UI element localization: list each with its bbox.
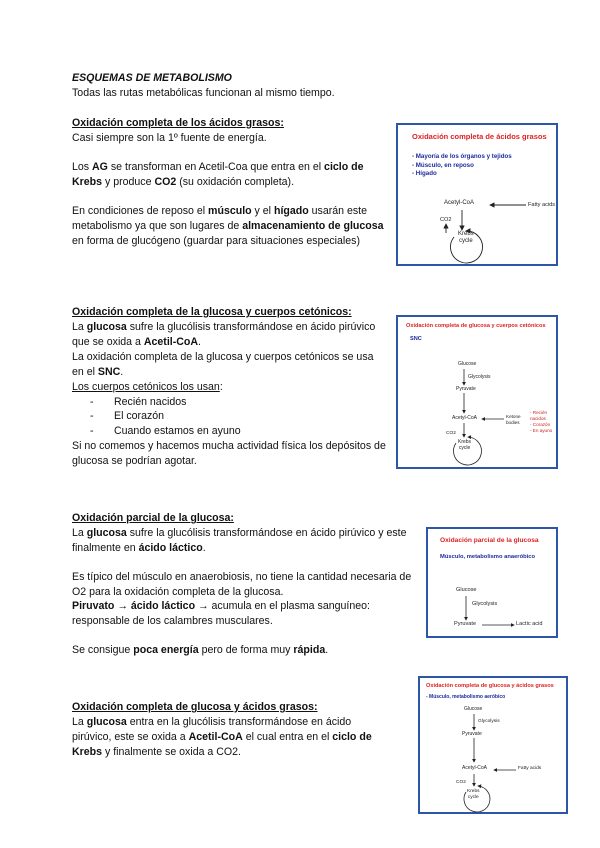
figure1-bullets: - Mayoría de los órganos y tejidos - Músculo, en reposo - Hígado xyxy=(412,153,512,178)
figure4-glucose: Glucose xyxy=(464,706,483,712)
figure1-co2: CO2 xyxy=(440,217,452,223)
figure2-title: Oxidación completa de glucosa y cuerpos cetónicos xyxy=(406,323,546,329)
figure3-glucose: Glucose xyxy=(456,587,477,593)
figure2-glucose: Glucose xyxy=(458,361,477,367)
figure2-glycolysis: Glycolysis xyxy=(468,374,491,380)
figure4-co2: CO2 xyxy=(456,780,466,785)
figure3-title: Oxidación parcial de la glucosa xyxy=(440,537,539,544)
figure3-subtitle: Músculo, metabolismo anaeróbico xyxy=(440,554,536,560)
section2-p2: La oxidación completa de la glucosa y cuerpos cetónicos se usa en el SNC. xyxy=(72,351,374,379)
figure-glucose-ketone-oxidation xyxy=(396,315,558,469)
section3-p4: Se consigue poca energía pero de forma muy rápida. xyxy=(72,644,329,656)
figure3-lactic: Lactic acid xyxy=(516,621,543,627)
list-item: - Cuando estamos en ayuno xyxy=(90,424,241,438)
section3-heading: Oxidación parcial de la glucosa: xyxy=(72,512,234,524)
figure2-pyruvate: Pyruvate xyxy=(456,386,476,392)
figure2-krebs: Krebs cycle xyxy=(458,439,472,451)
figure3-glycolysis: Glycolysis xyxy=(472,601,498,607)
section4-p1: La glucosa entra en la glucólisis transformándose en ácido pirúvico, este se oxida a Acetil-CoA el cual entra en el ciclo de Krebs y finalmente se oxida a CO2. xyxy=(72,716,372,759)
figure1-fatty: Fatty acids xyxy=(528,202,556,208)
figure1-acetyl: Acetyl-CoA xyxy=(444,200,475,206)
section2-heading: Oxidación completa de la glucosa y cuerpos cetónicos: xyxy=(72,306,352,318)
section3-p2: Es típico del músculo en anaerobiosis, no tiene la cantidad necesaria de O2 para la oxidación completa de la glucosa. xyxy=(72,571,412,599)
section1-p3: En condiciones de reposo el músculo y el hígado usarán este metabolismo ya que son lugares de almacenamiento de glucosa en forma de glucógeno (guardar para situaciones especiales) xyxy=(72,205,384,248)
figure2-ketone: Ketone bodies xyxy=(506,414,521,425)
figure4-krebs: Krebs cycle xyxy=(467,789,480,800)
figure4-glycolysis: Glycolysis xyxy=(478,719,500,724)
section1-p1: Casi siempre son la 1º fuente de energía. xyxy=(72,132,267,144)
section1-heading: Oxidación completa de los ácidos grasos: xyxy=(72,117,284,129)
figure2-acetyl: Acetyl-CoA xyxy=(452,415,478,421)
figure2-diagram xyxy=(398,317,560,471)
figure4-title: Oxidación completa de glucosa y ácidos grasos xyxy=(426,683,554,689)
list-item: - El corazón xyxy=(90,409,241,423)
figure2-ketone-users: - Recién nacidos - Corazón - En ayuno xyxy=(530,410,553,433)
section1-p2: Los AG se transforman en Acetil-Coa que entra en el ciclo de Krebs y produce CO2 (su oxidación completa). xyxy=(72,161,364,189)
figure4-subtitle: - Músculo, metabolismo aeróbico xyxy=(426,694,506,700)
figure2-co2: CO2 xyxy=(446,431,456,436)
figure3-pyruvate: Pyruvate xyxy=(454,621,477,627)
figure1-krebs: Krebs cycle xyxy=(458,231,474,244)
figure-fatty-acid-oxidation xyxy=(396,123,558,266)
section3-p1: La glucosa sufre la glucólisis transformándose en ácido pirúvico y este finalmente en ácido láctico. xyxy=(72,527,407,555)
figure4-diagram xyxy=(420,678,570,816)
page-subtitle: Todas las rutas metabólicas funcionan al mismo tiempo. xyxy=(72,87,335,99)
section2-p1: La glucosa sufre la glucólisis transformándose en ácido pirúvico que se oxida a Acetil-CoA. xyxy=(72,321,376,349)
section3-p3: Piruvato → ácido láctico → acumula en el plasma sanguíneo: responsable de los calambres musculares. xyxy=(72,600,370,628)
page-title: ESQUEMAS DE METABOLISMO xyxy=(72,72,232,84)
figure4-fatty: Fatty acids xyxy=(518,766,542,771)
figure4-acetyl: Acetyl-CoA xyxy=(462,765,488,771)
figure-glucose-fatty-oxidation xyxy=(418,676,568,814)
section2-p4: Si no comemos y hacemos mucha actividad física los depósitos de glucosa se podrían agotar. xyxy=(72,440,386,468)
section4-heading: Oxidación completa de glucosa y ácidos grasos: xyxy=(72,701,318,713)
section2-p3: Los cuerpos cetónicos los usan: xyxy=(72,381,223,393)
figure4-pyruvate: Pyruvate xyxy=(462,731,482,737)
figure1-diagram xyxy=(398,125,560,268)
list-item: - Recién nacidos xyxy=(90,395,241,409)
figure2-snc: SNC xyxy=(410,336,422,342)
figure1-title: Oxidación completa de ácidos grasos xyxy=(412,132,547,141)
section2-list xyxy=(90,395,241,438)
figure-partial-glucose-oxidation xyxy=(426,527,558,638)
